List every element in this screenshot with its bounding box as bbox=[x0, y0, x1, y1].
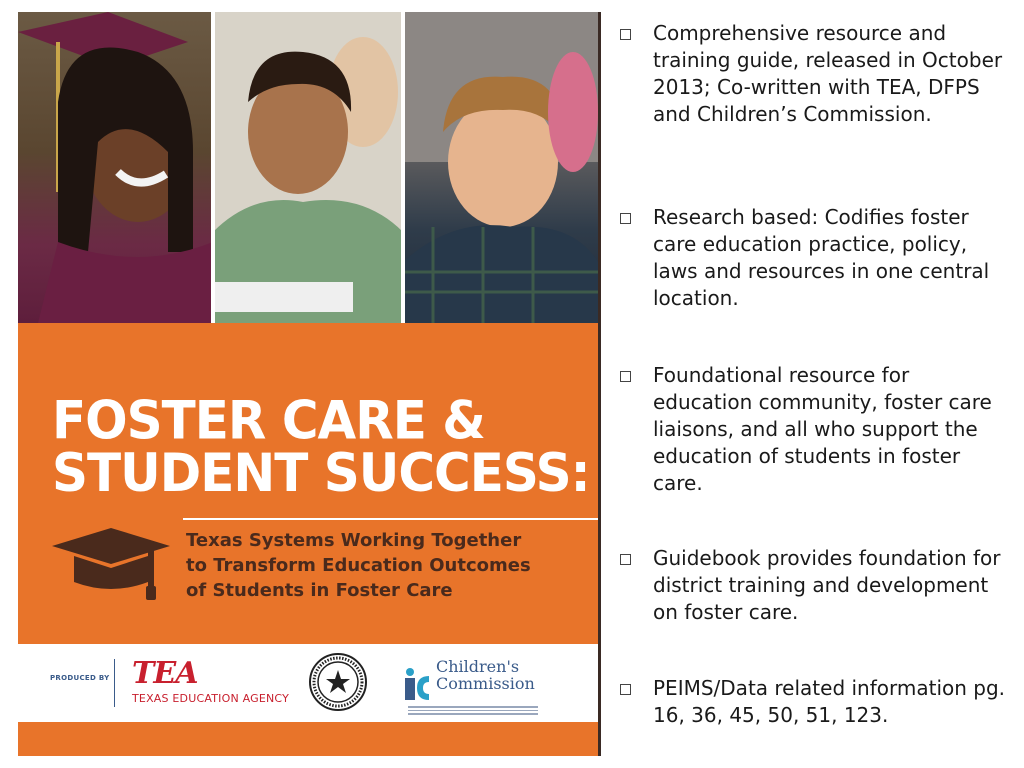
subtitle-line-2: to Transform Education Outcomes bbox=[186, 555, 531, 576]
tea-agency-name: TEXAS EDUCATION AGENCY bbox=[132, 692, 290, 705]
cover-headline bbox=[52, 390, 592, 504]
boy-on-bus-photo bbox=[403, 12, 598, 323]
bullet-text: Comprehensive resource and training guide, released in October 2013; Co-written with TEA, DFPS and Children’s Commission. bbox=[653, 21, 1003, 126]
square-bullet-icon bbox=[620, 371, 631, 382]
square-bullet-icon bbox=[620, 554, 631, 565]
square-bullet-icon bbox=[620, 29, 631, 40]
list-item bbox=[614, 204, 1014, 312]
graduation-cap-icon bbox=[52, 524, 170, 604]
square-bullet-icon bbox=[620, 213, 631, 224]
list-item bbox=[614, 545, 1014, 626]
produced-by-label: PRODUCED BY bbox=[50, 674, 110, 682]
headline-rule bbox=[183, 518, 598, 520]
cc-fine-print bbox=[408, 706, 538, 714]
list-item bbox=[614, 362, 1014, 497]
sponsor-divider bbox=[114, 659, 115, 707]
bullet-text: PEIMS/Data related information pg. 16, 36, 45, 50, 51, 123. bbox=[653, 676, 1006, 727]
guide-cover-image bbox=[18, 12, 601, 756]
bullet-text: Foundational resource for education community, foster care liaisons, and all who support the education of students in foster care. bbox=[653, 363, 992, 495]
photo-divider bbox=[211, 12, 215, 323]
childrens-commission-name bbox=[436, 658, 535, 692]
subtitle-line-1: Texas Systems Working Together bbox=[186, 530, 522, 551]
childrens-commission-logo-icon bbox=[403, 666, 431, 702]
square-bullet-icon bbox=[620, 684, 631, 695]
subtitle-line-3: of Students in Foster Care bbox=[186, 580, 453, 601]
state-seal-icon bbox=[308, 652, 368, 712]
cc-name-line-2: Commission bbox=[436, 674, 535, 693]
bullet-text: Guidebook provides foundation for district training and development on foster care. bbox=[653, 546, 1001, 624]
cc-name-line-1: Children's bbox=[436, 657, 520, 676]
headline-line-1: FOSTER CARE & bbox=[52, 390, 485, 452]
tea-logo: TEA bbox=[132, 656, 198, 691]
cover-subtitle bbox=[186, 528, 586, 603]
graduate-photo bbox=[18, 12, 213, 323]
list-item bbox=[614, 675, 1014, 729]
list-item bbox=[614, 20, 1014, 128]
boy-at-computer-photo bbox=[213, 12, 403, 323]
bullet-text: Research based: Codifies foster care education practice, policy, laws and resources in one central location. bbox=[653, 205, 990, 310]
sponsor-bar bbox=[18, 644, 598, 722]
headline-line-2: STUDENT SUCCESS: bbox=[52, 442, 590, 504]
photo-divider bbox=[401, 12, 405, 323]
cover-photo-strip bbox=[18, 12, 598, 323]
